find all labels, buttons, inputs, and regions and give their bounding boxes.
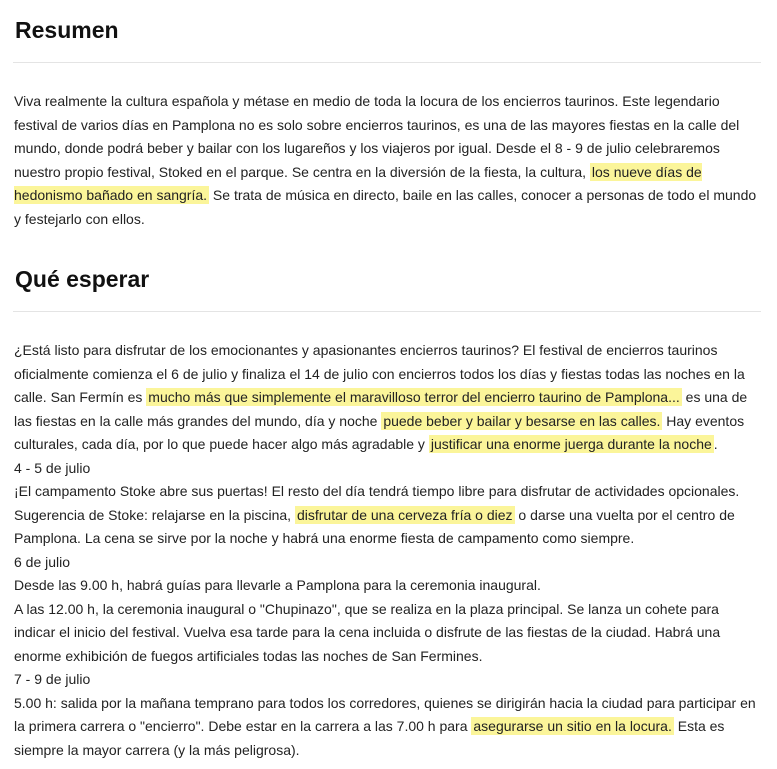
day-text: ¡El campamento Stoke abre sus puertas! El resto del día tendrá tiempo libre para disfrutar de actividades opcionales. Sugerencia de Stoke: relajarse en la piscina, — [14, 483, 740, 523]
que-esperar-body — [14, 339, 764, 762]
day-text: 5.00 h: salida por la mañana temprano para todos los corredores, quienes se dirigirán hacia la ciudad para participar en la primera carrera o "encierro". Debe estar en la carrera a las 7.00 h para — [14, 694, 756, 734]
day-title: 4 - 5 de julio — [14, 459, 91, 476]
day-text: o darse una vuelta por el centro de Pamplona. La cena se sirve por la noche y habrá una enorme fiesta de campamento como siempre. — [14, 506, 735, 546]
highlighted-text: justificar una enorme juerga durante la noche — [430, 436, 712, 452]
day-paragraph: Desde las 9.00 h, habrá guías para llevarle a Pamplona para la ceremonia inaugural. — [14, 577, 541, 593]
resumen-text: Viva realmente la cultura española y métase en medio de toda la locura de los encierros taurinos. Este legendario festival de varios días en Pamplona no es solo sobre encierros taurinos, es una de las mayores fiestas en la calle del mundo, donde podrá beber y bailar con los lugareños y los viajeros por igual. Desde el 8 - 9 de julio celebraremos nuestro propio festival, Stoked en el parque. Se centra en la diversión de la fiesta, la cultura, — [14, 93, 740, 180]
day-paragraph: A las 12.00 h, la ceremonia inaugural o "Chupinazo", que se realiza en la plaza principal. Se lanza un cohete para indicar el inicio del festival. Vuelva esa tarde para la cena incluida o disfrute de las fiestas de la ciudad. Habrá una enorme exhibición de fuegos artificiales todas las noches de San Fermines. — [14, 600, 721, 664]
day-paragraph — [14, 480, 764, 551]
resumen-paragraph — [14, 90, 764, 231]
section-heading-que-esperar: Qué esperar — [15, 266, 150, 292]
day-text: Esta es siempre la mayor carrera (y la más peligrosa). — [14, 718, 725, 758]
highlighted-text: puede beber y bailar y besarse en las calles. — [383, 412, 661, 429]
highlighted-text: disfrutar de una cerveza fría o diez — [296, 506, 513, 523]
intro-paragraph — [14, 339, 764, 457]
day-title: 6 de julio — [14, 553, 71, 570]
intro-text: ¿Está listo para disfrutar de los emocionantes y apasionantes encierros taurinos? El festival de encierros taurinos oficialmente comienza el 6 de julio y finaliza el 14 de julio con encierros todos los días y fiestas todas las noches en la calle. San Fermín es — [14, 342, 745, 405]
resumen-text: Se trata de música en directo, baile en las calles, conocer a personas de todo el mundo y festejarlo con ellos. — [14, 187, 757, 227]
intro-text: es una de las fiestas en la calle más grandes del mundo, día y noche — [14, 389, 748, 429]
intro-text: Hay eventos culturales, cada día, por lo que puede hacer algo más agradable y — [14, 412, 745, 452]
section-divider — [13, 311, 761, 312]
day-paragraph — [14, 692, 764, 763]
highlighted-text: asegurarse un sitio en la locura. — [473, 718, 672, 734]
section-divider — [13, 62, 761, 63]
day-title: 7 - 9 de julio — [14, 671, 91, 687]
section-heading-resumen: Resumen — [15, 17, 119, 43]
highlighted-text: los nueve días de hedonismo bañado en sangría. — [14, 163, 702, 203]
intro-text: . — [713, 436, 718, 452]
highlighted-text: mucho más que simplemente el maravilloso terror del encierro taurino de Pamplona... — [148, 389, 680, 405]
